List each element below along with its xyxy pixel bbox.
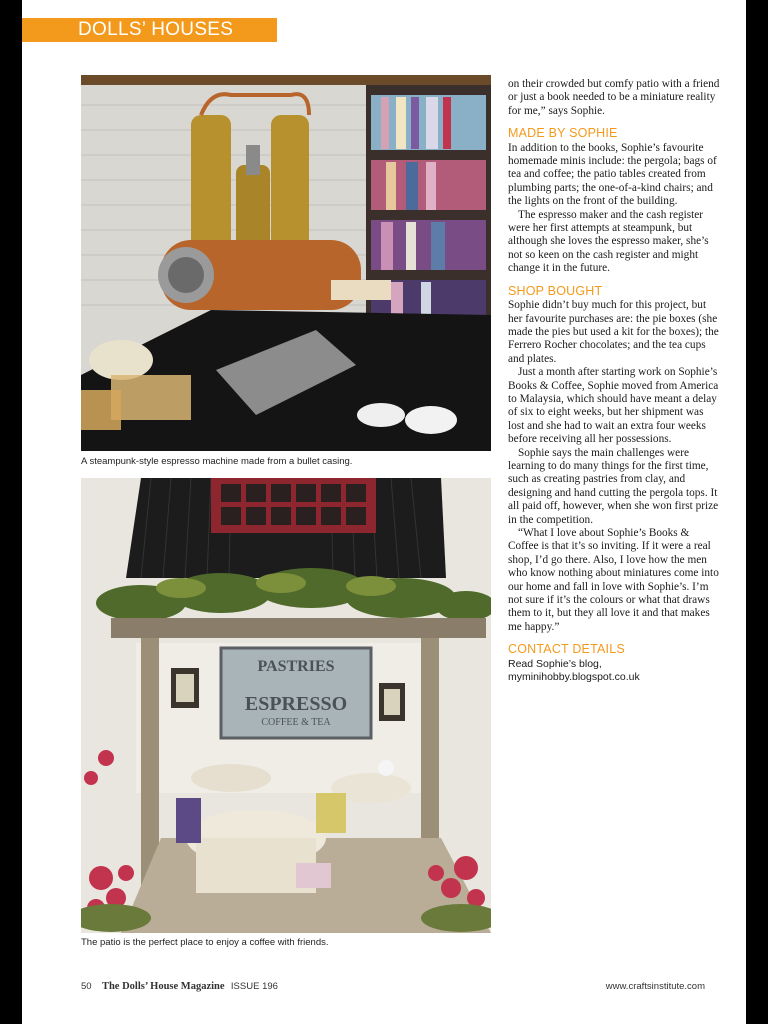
article-paragraph: Just a month after starting work on Sophie’s Books & Coffee, Sophie moved from America to Malaysia, which should have meant a delay of six to eight weeks, but her shipment was lost and she had to wait an extra four weeks before receiving all her possessions. xyxy=(508,366,719,446)
article-paragraph: “What I love about Sophie’s Books & Coffee is that it’s so inviting. If it were a real shop, I’d go there. Also, I love how the men who know nothing about miniatures come into our home and fall in love with Sophie’s. I’m not sure if it’s the colours or what that draws them to it, but they all love it and that makes me happy.” xyxy=(508,527,719,633)
section-heading: CONTACT DETAILS xyxy=(508,642,625,657)
section-heading: SHOP BOUGHT xyxy=(508,283,603,298)
section-banner: DOLLS’ HOUSES xyxy=(22,18,277,42)
magazine-title: The Dolls’ House Magazine xyxy=(101,981,225,992)
article-paragraph: Sophie says the main challenges were learning to do many things for the first time, such as creating pastries from clay, and designing and hand cutting the pergola tops. It all paid off, however, when she won first prize in the competition. xyxy=(508,446,719,526)
article-paragraph: In addition to the books, Sophie’s favourite homemade minis include: the pergola; bags of tea and coffee; the patio tables created from plumbing parts; the one-of-a-kind chairs; and the lights on the front of the building. xyxy=(508,141,717,208)
sign-pastries: PASTRIES xyxy=(257,658,335,675)
photo-caption: The patio is the perfect place to enjoy a coffee with friends. xyxy=(81,937,329,948)
section-heading: MADE BY SOPHIE xyxy=(508,126,618,141)
article-paragraph: Sophie didn’t buy much for this project, but her favourite purchases are: the pie boxes (she made the pies but used a kit for the boxes); the Ferrero Rocher chocolates; and the tea cups and plates. xyxy=(508,299,719,365)
issue-number: ISSUE 196 xyxy=(230,981,278,992)
article-paragraph: on their crowded but comfy patio with a friend or just a book needed to be a miniature reality for me,” says Sophie. xyxy=(508,78,720,117)
article-paragraph: The espresso maker and the cash register were her first attempts at steampunk, but although she loves the espresso maker, she’s not so keen on the cash register and might change it in the future. xyxy=(508,208,709,275)
page-number: 50 xyxy=(81,981,92,992)
article-column xyxy=(508,78,722,684)
magazine-page xyxy=(22,0,746,1024)
espresso-machine-photo xyxy=(81,75,491,451)
patio-photo xyxy=(81,478,491,933)
page-footer xyxy=(81,981,705,992)
contact-link[interactable]: myminihobby.blogspot.co.uk xyxy=(508,670,640,683)
contact-line: Read Sophie’s blog, xyxy=(508,657,602,670)
website-link[interactable]: www.craftsinstitute.com xyxy=(605,981,705,992)
sign-coffee-tea: COFFEE & TEA xyxy=(261,717,331,728)
sign-espresso: ESPRESSO xyxy=(244,693,348,715)
photo-caption: A steampunk-style espresso machine made from a bullet casing. xyxy=(81,456,353,467)
